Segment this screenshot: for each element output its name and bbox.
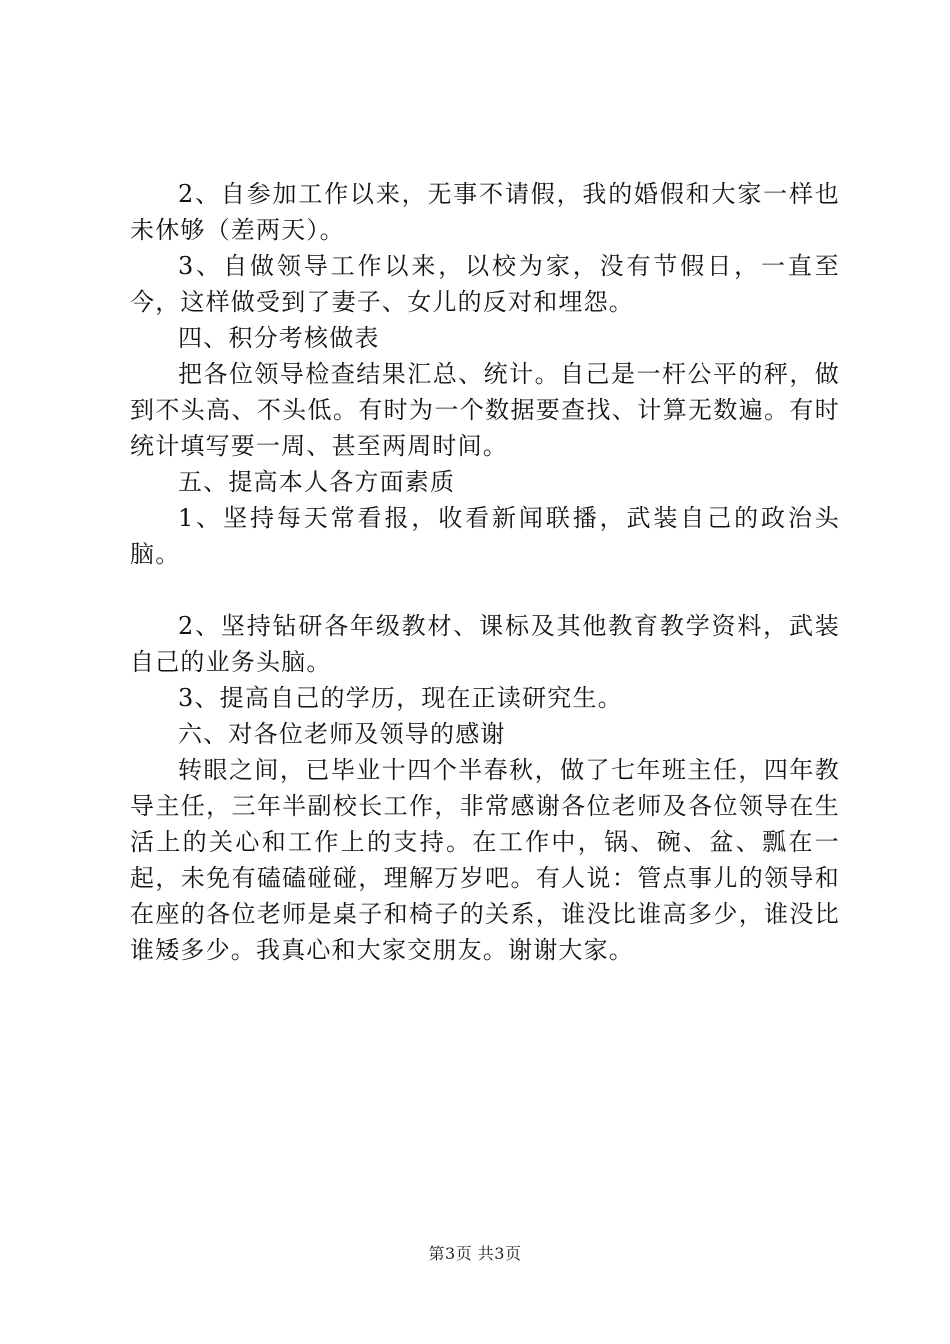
- section-heading-scoring: 四、积分考核做表: [178, 324, 380, 352]
- paragraph-news: 1、坚持每天常看报，收看新闻联播，武装自己的政治头脑。: [130, 504, 840, 568]
- paragraph-study: 2、坚持钻研各年级教材、课标及其他教育教学资料，武装自己的业务头脑。: [130, 612, 840, 676]
- page-number-footer: 第3页 共3页: [428, 1244, 522, 1263]
- paragraph-no-holidays: 3、自做领导工作以来，以校为家，没有节假日，一直至今，这样做受到了妻子、女儿的反对和埋怨。: [130, 252, 840, 316]
- section-heading-self-improvement: 五、提高本人各方面素质: [178, 468, 456, 496]
- paragraph-degree: 3、提高自己的学历，现在正读研究生。: [178, 684, 623, 712]
- paragraph-thanks: 转眼之间，已毕业十四个半春秋，做了七年班主任，四年教导主任，三年半副校长工作，非常感谢各位老师及各位领导在生活上的关心和工作上的支持。在工作中，锅、碗、盆、瓢在一起，未免有磕磕碰碰，理解万岁吧。有人说：管点事儿的领导和在座的各位老师是桌子和椅子的关系，谁没比谁高多少，谁没比谁矮多少。我真心和大家交朋友。谢谢大家。: [130, 756, 840, 964]
- paragraph-leave: 2、自参加工作以来，无事不请假，我的婚假和大家一样也未休够（差两天）。: [130, 180, 840, 244]
- document-body: [130, 176, 840, 968]
- paragraph-scoring: 把各位领导检查结果汇总、统计。自己是一杆公平的秤，做到不头高、不头低。有时为一个数据要查找、计算无数遍。有时统计填写要一周、甚至两周时间。: [130, 360, 840, 460]
- section-heading-thanks: 六、对各位老师及领导的感谢: [178, 720, 506, 748]
